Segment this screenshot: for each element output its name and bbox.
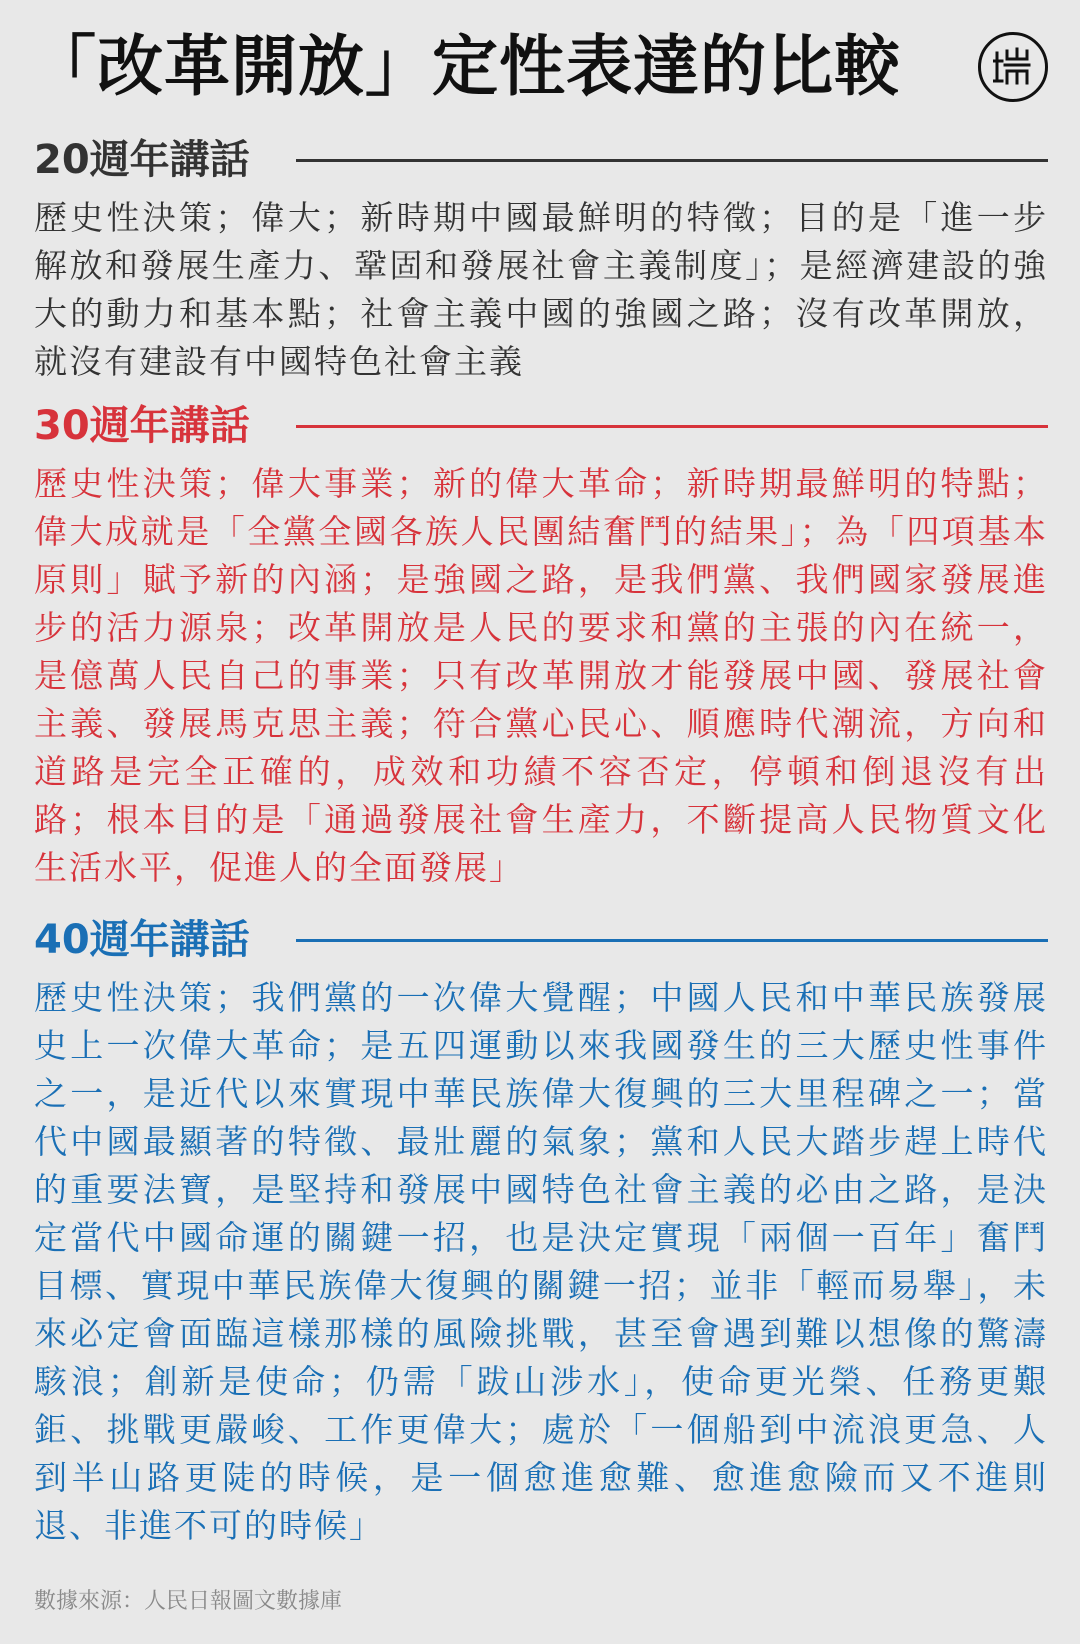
section-header [34,912,1048,968]
section-divider [296,159,1048,162]
section-30th-anniversary [34,398,1048,892]
section-divider [296,939,1048,942]
data-source-note: 數據來源：人民日報圖文數據庫 [34,1589,343,1614]
initium-logo-icon [978,32,1048,102]
section-body: 歷史性決策；我們黨的一次偉大覺醒；中國人民和中華民族發展史上一次偉大革命；是五四運動以來我國發生的三大歷史性事件之一，是近代以來實現中華民族偉大復興的三大里程碑之一；當代中國最顯著的特徵、最壯麗的氣象；黨和人民大踏步趕上時代的重要法寶，是堅持和發展中國特色社會主義的必由之路，是決定當代中國命運的關鍵一招，也是決定實現「兩個一百年」奮鬥目標、實現中華民族偉大復興的關鍵一招；並非「輕而易舉」，未來必定會面臨這樣那樣的風險挑戰，甚至會遇到難以想像的驚濤駭浪；創新是使命；仍需「跋山涉水」，使命更光榮、任務更艱鉅、挑戰更嚴峻、工作更偉大；處於「一個船到中流浪更急、人到半山路更陡的時候，是一個愈進愈難、愈進愈險而又不進則退、非進不可的時候」 [34,978,1048,1545]
section-header [34,398,1048,454]
section-heading: 40週年講話 [34,917,250,963]
section-body: 歷史性決策；偉大；新時期中國最鮮明的特徵；目的是「進一步解放和發展生產力、鞏固和發展社會主義制度」；是經濟建設的強大的動力和基本點；社會主義中國的強國之路；沒有改革開放，就沒有建設有中國特色社會主義 [34,198,1048,381]
section-heading: 20週年講話 [34,137,250,183]
section-divider [296,425,1048,428]
section-20th-anniversary [34,132,1048,386]
logo-glyph [993,47,1033,87]
page-title: 「改革開放」定性表達的比較 [30,28,901,105]
section-body: 歷史性決策；偉大事業；新的偉大革命；新時期最鮮明的特點；偉大成就是「全黨全國各族人民團結奮鬥的結果」；為「四項基本原則」賦予新的內涵；是強國之路，是我們黨、我們國家發展進步的活力源泉；改革開放是人民的要求和黨的主張的內在統一，是億萬人民自己的事業；只有改革開放才能發展中國、發展社會主義、發展馬克思主義；符合黨心民心、順應時代潮流，方向和道路是完全正確的，成效和功績不容否定，停頓和倒退沒有出路；根本目的是「通過發展社會生產力，不斷提高人民物質文化生活水平，促進人的全面發展」 [34,464,1048,887]
section-header [34,132,1048,188]
section-40th-anniversary [34,912,1048,1550]
section-heading: 30週年講話 [34,403,250,449]
